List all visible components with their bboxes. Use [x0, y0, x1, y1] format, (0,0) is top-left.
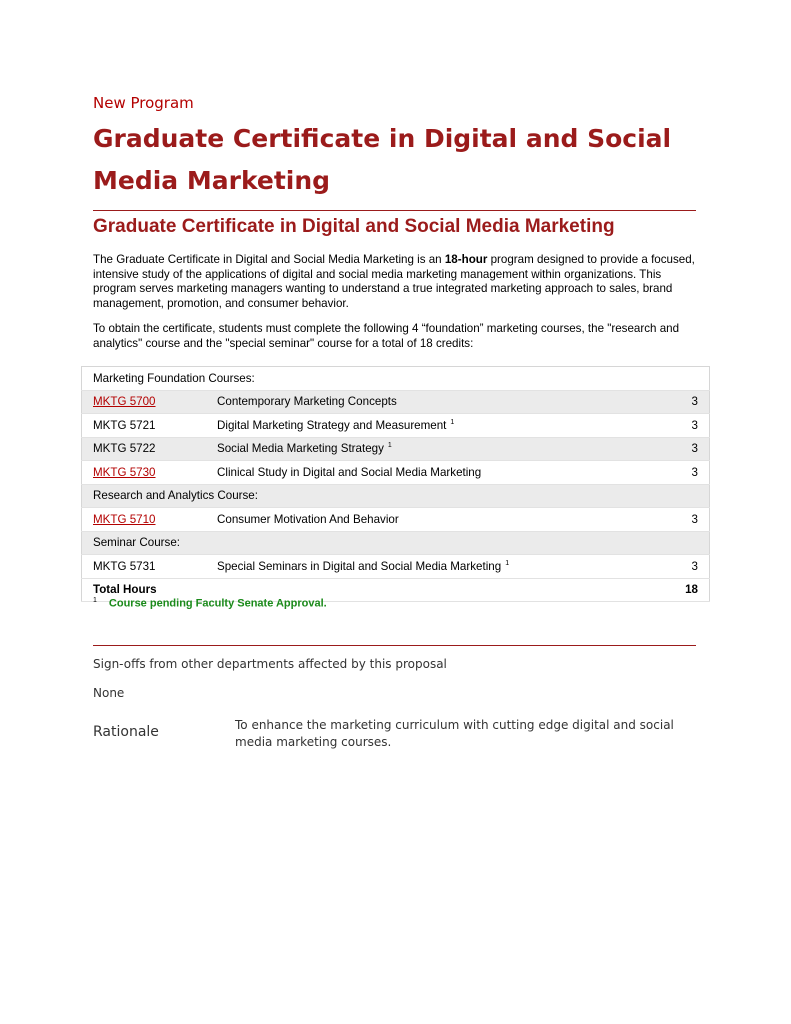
rationale-text: To enhance the marketing curriculum with cutting edge digital and social media marketing courses.: [235, 718, 674, 749]
course-code: MKTG 5722: [82, 437, 207, 461]
course-hours: 3: [667, 437, 710, 461]
course-hours: 3: [667, 555, 710, 579]
course-title-text: Clinical Study in Digital and Social Media Marketing: [217, 465, 482, 479]
course-title-text: Consumer Motivation And Behavior: [217, 512, 399, 526]
group-row: [82, 484, 710, 508]
course-row: [82, 555, 710, 579]
total-label: Total Hours: [82, 578, 668, 602]
intro-paragraph: [93, 253, 699, 311]
course-row: [82, 414, 710, 438]
group-row: [82, 367, 710, 391]
footnote: [93, 597, 327, 610]
course-hours: 3: [667, 414, 710, 438]
page-title: Graduate Certificate in Digital and Social Media Marketing: [93, 124, 672, 195]
course-row: [82, 461, 710, 485]
course-title: [206, 508, 667, 532]
group-heading: Marketing Foundation Courses:: [82, 367, 710, 391]
course-title: [206, 390, 667, 414]
course-title: [206, 437, 667, 461]
title-divider: [93, 210, 696, 211]
course-title-text: Special Seminars in Digital and Social Media Marketing: [217, 559, 502, 573]
course-row: [82, 390, 710, 414]
intro-hours-bold: 18-hour: [444, 253, 488, 266]
group-heading: Research and Analytics Course:: [82, 484, 710, 508]
course-code-cell: [82, 461, 207, 485]
course-code-link[interactable]: MKTG 5710: [93, 512, 156, 526]
signoffs-label: Sign-offs from other departments affected by this proposal: [93, 657, 447, 671]
course-code-link[interactable]: MKTG 5700: [93, 395, 156, 409]
course-title-text: Social Media Marketing Strategy: [217, 442, 384, 456]
course-hours: 3: [667, 508, 710, 532]
course-table: [81, 366, 710, 602]
course-title: [206, 461, 667, 485]
course-title: [206, 414, 667, 438]
footnote-text: Course pending Faculty Senate Approval.: [108, 597, 327, 610]
group-heading: Seminar Course:: [82, 531, 710, 555]
course-title-text: Contemporary Marketing Concepts: [217, 395, 397, 409]
footnote-marker: 1: [505, 559, 510, 567]
rationale-label: Rationale: [93, 724, 159, 740]
course-code: MKTG 5731: [82, 555, 207, 579]
course-title: [206, 555, 667, 579]
total-value: 18: [667, 578, 710, 602]
course-code: MKTG 5721: [82, 414, 207, 438]
course-title-text: Digital Marketing Strategy and Measurement: [217, 418, 447, 432]
section-divider: [93, 645, 696, 646]
section-title: Graduate Certificate in Digital and Social Media Marketing: [93, 216, 615, 237]
course-row: [82, 508, 710, 532]
intro-text-start: The Graduate Certificate in Digital and Social Media Marketing is an: [93, 253, 445, 266]
course-row: [82, 437, 710, 461]
footnote-marker: 1: [450, 418, 455, 426]
course-code-cell: [82, 390, 207, 414]
footnote-marker: 1: [387, 442, 392, 450]
footnote-mark: 1: [93, 597, 97, 604]
course-hours: 3: [667, 390, 710, 414]
course-code-link[interactable]: MKTG 5730: [93, 465, 156, 479]
intro-text-end: program designed to provide a focused, intensive study of the applications of digital and social media marketing management within organizations. This program serves marketing managers wanting to understand a true integrated marketing approach to sales, brand management, promotion, and consumer behavior.: [93, 253, 695, 310]
requirements-paragraph: To obtain the certificate, students must complete the following 4 “foundation” marketing courses, the "research and analytics" course and the "special seminar" course for a total of 18 credits:: [93, 322, 680, 350]
signoffs-value: None: [93, 686, 125, 700]
group-row: [82, 531, 710, 555]
course-code-cell: [82, 508, 207, 532]
program-kicker: New Program: [93, 94, 194, 112]
course-hours: 3: [667, 461, 710, 485]
